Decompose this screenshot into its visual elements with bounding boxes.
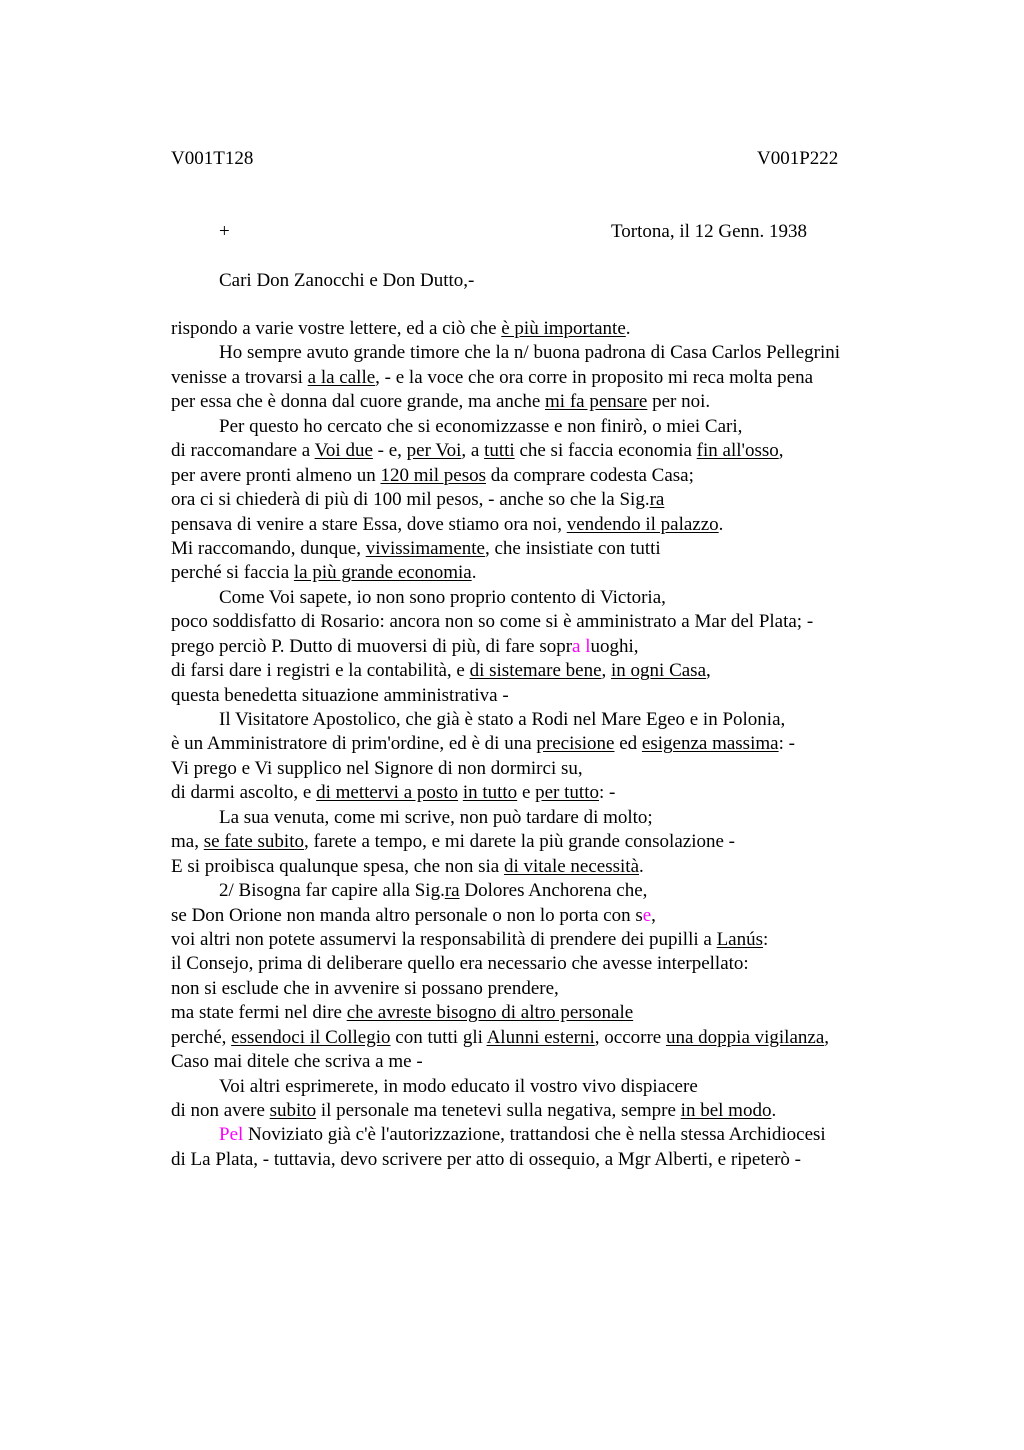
highlighted-text: e <box>642 904 652 926</box>
letter-line <box>171 1050 931 1074</box>
text-segment: , <box>824 1026 830 1048</box>
text-segment: E si proibisca qualunque spesa, che non sia <box>171 855 504 877</box>
letter-body <box>171 317 931 1172</box>
underlined-text: di sistemare bene <box>469 660 602 682</box>
letter-line <box>171 1099 931 1123</box>
text-segment: , <box>601 660 612 682</box>
text-segment: se Don Orione non manda altro personale o non lo porta con s <box>171 904 643 926</box>
letter-line <box>171 781 931 805</box>
text-segment: il personale ma tenetevi sulla negativa, sempre <box>316 1100 681 1121</box>
underlined-text: in ogni Casa <box>611 660 707 682</box>
text-segment: : <box>763 928 769 950</box>
text-segment: . <box>625 318 631 339</box>
letter-line <box>171 904 931 928</box>
text-segment: voi altri non potete assumervi la responsabilità di prendere dei pupilli a <box>171 928 717 950</box>
underlined-text: tutti <box>484 440 515 462</box>
text-segment: ma, <box>171 831 204 853</box>
text-segment: ed <box>614 733 642 755</box>
underlined-text: se fate subito <box>203 831 304 853</box>
text-segment: di non avere <box>171 1100 270 1121</box>
dateline: Tortona, il 12 Genn. 1938 <box>611 221 808 242</box>
text-segment: è un Amministratore di prim'ordine, ed è di una <box>171 733 537 755</box>
underlined-text: mi fa pensare <box>545 391 648 413</box>
text-segment: rispondo a varie vostre lettere, ed a ciò che <box>171 318 502 339</box>
text-segment: di La Plata, - tuttavia, devo scrivere per atto di ossequio, a Mgr Alberti, e ripeterò - <box>171 1148 801 1170</box>
cross-mark: + <box>219 221 230 242</box>
underlined-text: è più importante <box>501 318 626 339</box>
letter-line <box>171 439 931 463</box>
text-segment: Vi prego e Vi supplico nel Signore di non dormirci su, <box>171 757 583 779</box>
underlined-text: di vitale necessità <box>503 855 640 877</box>
text-segment: con tutti gli <box>390 1026 487 1048</box>
letter-line <box>171 855 931 879</box>
text-segment: per avere pronti almeno un <box>171 464 381 486</box>
underlined-text: Alunni esterni <box>486 1026 595 1048</box>
letter-line <box>171 732 931 756</box>
text-segment: Ho sempre avuto grande timore che la n/ buona padrona di Casa Carlos Pellegrini <box>219 342 841 364</box>
text-segment: il Consejo, prima di deliberare quello era necessario che avesse interpellato: <box>171 953 749 975</box>
text-segment: , occorre <box>594 1026 666 1048</box>
underlined-text: essendoci il Collegio <box>231 1026 391 1048</box>
text-segment: ora ci si chiederà di più di 100 mil pesos, - anche so che la Sig. <box>171 489 650 511</box>
underlined-text: che avreste bisogno di altro personale <box>346 1002 634 1024</box>
letter-line <box>171 1148 931 1172</box>
text-segment: che si faccia economia <box>514 440 697 462</box>
letter-line <box>171 513 931 537</box>
underlined-text: ra <box>649 489 665 511</box>
text-segment: . <box>771 1100 777 1121</box>
letter-line <box>171 806 931 830</box>
text-segment: poco soddisfatto di Rosario: ancora non so come si è amministrato a Mar del Plata; - <box>171 611 814 633</box>
text-segment: Voi altri esprimerete, in modo educato il vostro vivo dispiacere <box>219 1075 698 1097</box>
underlined-text: 120 mil pesos <box>380 464 487 486</box>
text-segment: Caso mai ditele che scriva a me - <box>171 1051 423 1073</box>
text-segment: non si esclude che in avvenire si possano prendere, <box>171 977 559 999</box>
text-segment: : - <box>778 733 795 755</box>
letter-line <box>171 757 931 781</box>
letter-line <box>171 879 931 903</box>
letter-line <box>171 1001 931 1025</box>
text-segment: Come Voi sapete, io non sono proprio contento di Victoria, <box>219 586 666 608</box>
letter-line <box>171 928 931 952</box>
letter-line <box>171 317 931 341</box>
text-segment: prego perciò P. Dutto di muoversi di più, di fare sopr <box>171 635 573 657</box>
text-segment: , <box>778 440 784 462</box>
letter-line <box>171 708 931 732</box>
text-segment: 2/ Bisogna far capire alla Sig. <box>219 880 445 902</box>
letter-line <box>171 659 931 683</box>
salutation: Cari Don Zanocchi e Don Dutto,- <box>219 270 475 291</box>
letter-line <box>171 366 931 390</box>
document-code-left: V001T128 <box>171 148 254 169</box>
letter-line <box>171 610 931 634</box>
letter-line <box>171 635 931 659</box>
underlined-text: la più grande economia <box>293 562 472 584</box>
text-segment: da comprare codesta Casa; <box>486 464 694 486</box>
underlined-text: esigenza massima <box>641 733 779 755</box>
text-segment: , - e la voce che ora corre in proposito mi reca molta pena <box>375 366 814 388</box>
underlined-text: una doppia vigilanza <box>665 1026 825 1048</box>
letter-line <box>171 415 931 439</box>
underlined-text: vivissimamente <box>365 537 485 559</box>
text-segment: . <box>639 855 644 877</box>
highlighted-text: a l <box>572 635 591 657</box>
text-segment: questa benedetta situazione amministrativa - <box>171 684 509 706</box>
letter-line <box>171 684 931 708</box>
text-segment: : - <box>598 782 616 804</box>
text-segment: , <box>706 660 711 682</box>
underlined-text: Lanús <box>716 928 764 950</box>
text-segment: per noi. <box>647 391 711 413</box>
text-segment: , <box>651 904 656 926</box>
text-segment: , che insistiate con tutti <box>484 537 661 559</box>
letter-line <box>171 1123 931 1147</box>
text-segment: di darmi ascolto, e <box>171 782 317 804</box>
underlined-text: vendendo il palazzo <box>566 513 719 535</box>
underlined-text: ra <box>444 880 460 902</box>
text-segment: . <box>471 562 477 584</box>
text-segment: . <box>718 513 724 535</box>
letter-line <box>171 830 931 854</box>
text-segment: La sua venuta, come mi scrive, non può tardare di molto; <box>219 806 653 828</box>
underlined-text: per tutto <box>535 782 599 804</box>
text-segment: , a <box>461 440 485 462</box>
text-segment: pensava di venire a stare Essa, dove stiamo ora noi, <box>171 513 567 535</box>
letter-line <box>171 488 931 512</box>
letter-line <box>171 464 931 488</box>
letter-line <box>171 952 931 976</box>
underlined-text: per Voi <box>406 440 462 462</box>
underlined-text: a la calle <box>307 366 376 388</box>
letter-line <box>171 586 931 610</box>
letter-line <box>171 1026 931 1050</box>
highlighted-text: Pel <box>219 1124 244 1146</box>
text-segment: di raccomandare a <box>171 440 315 462</box>
text-segment: uoghi, <box>590 635 639 657</box>
text-segment: ma state fermi nel dire <box>171 1002 347 1024</box>
letter-line <box>171 537 931 561</box>
underlined-text: di mettervi a posto <box>316 782 459 804</box>
text-segment: Mi raccomando, dunque, <box>171 537 366 559</box>
document-code-right: V001P222 <box>757 148 839 169</box>
letter-line <box>171 390 931 414</box>
text-segment: venisse a trovarsi <box>171 366 308 388</box>
underlined-text: Voi due <box>314 440 373 462</box>
text-segment: e <box>517 782 536 804</box>
text-segment: di farsi dare i registri e la contabilità, e <box>171 660 470 682</box>
text-segment: - e, <box>372 440 407 462</box>
text-segment: perché, <box>171 1026 232 1048</box>
underlined-text: subito <box>269 1100 317 1121</box>
text-segment: per essa che è donna dal cuore grande, ma anche <box>171 391 546 413</box>
text-segment: Dolores Anchorena che, <box>459 880 648 902</box>
underlined-text: in bel modo <box>680 1100 772 1121</box>
text-segment: , farete a tempo, e mi darete la più grande consolazione - <box>303 831 735 853</box>
underlined-text: precisione <box>536 733 615 755</box>
text-segment: Noviziato già c'è l'autorizzazione, trattandosi che è nella stessa Archidiocesi <box>243 1124 826 1146</box>
underlined-text: fin all'osso <box>696 440 779 462</box>
text-segment: perché si faccia <box>171 562 294 584</box>
letter-line <box>171 977 931 1001</box>
text-segment: Per questo ho cercato che si economizzasse e non finirò, o miei Cari, <box>219 415 743 437</box>
letter-line <box>171 561 931 585</box>
underlined-text: in tutto <box>462 782 518 804</box>
text-segment: Il Visitatore Apostolico, che già è stato a Rodi nel Mare Egeo e in Polonia, <box>219 709 786 730</box>
letter-line <box>171 1075 931 1099</box>
letter-line <box>171 341 931 365</box>
